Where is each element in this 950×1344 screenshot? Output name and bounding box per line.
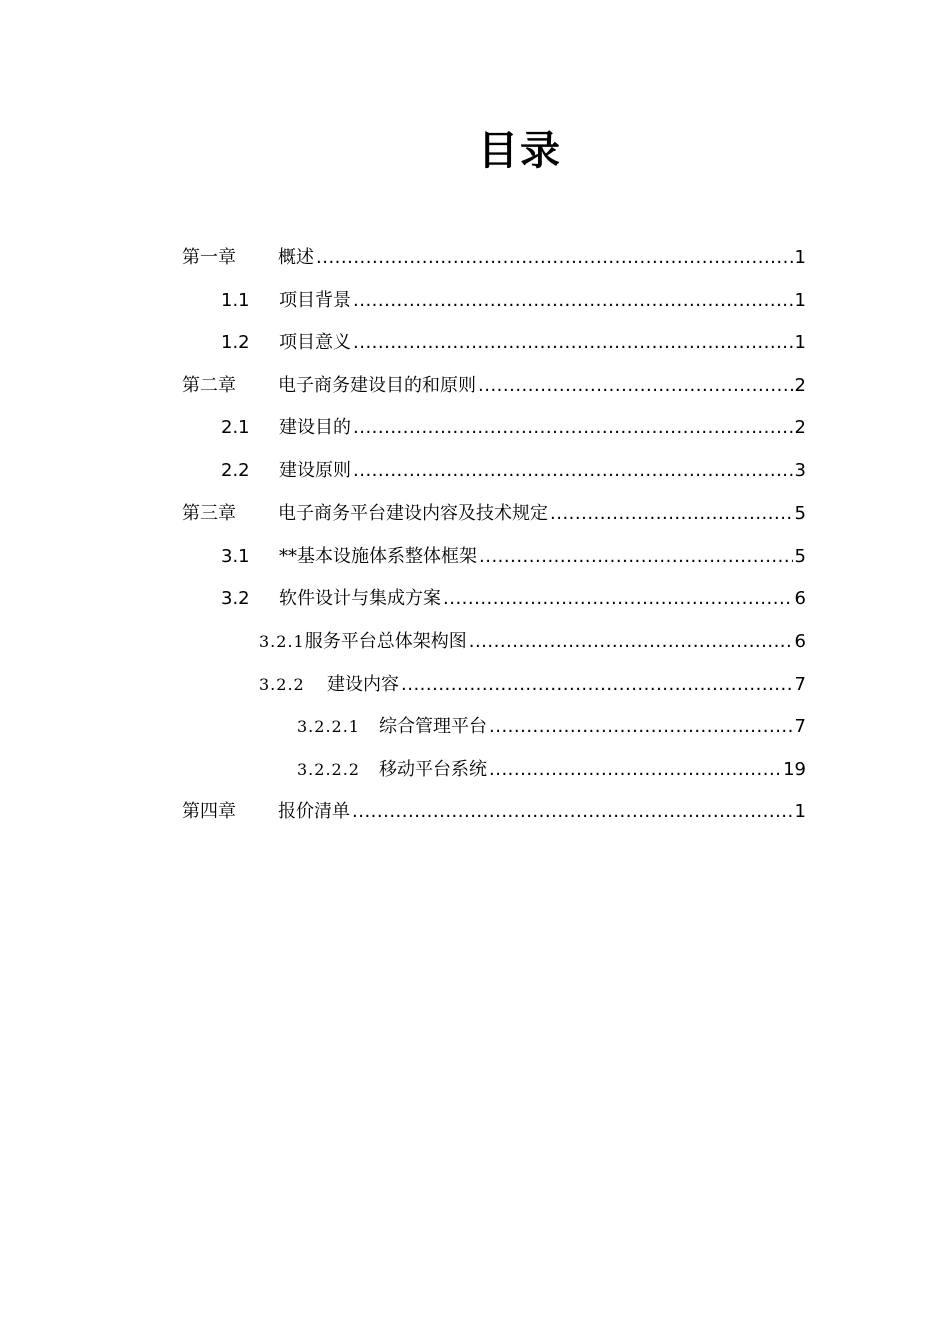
toc-entry-page: 1 bbox=[794, 332, 806, 353]
toc-entry-text: 软件设计与集成方案 bbox=[279, 588, 441, 609]
toc-entry-number: 3.2.2.1 bbox=[297, 717, 360, 736]
toc-entry-number: 3.2.2 bbox=[259, 675, 305, 694]
dot-leader bbox=[401, 674, 793, 695]
toc-entry-page: 7 bbox=[794, 674, 806, 695]
toc-entry-page: 1 bbox=[794, 247, 806, 268]
toc-entry-page: 7 bbox=[794, 716, 806, 737]
dot-leader bbox=[353, 417, 793, 438]
dot-leader bbox=[489, 759, 781, 780]
toc-entry-text: 报价清单 bbox=[278, 801, 350, 822]
toc-entry-page: 2 bbox=[794, 375, 806, 396]
toc-entry-text: 综合管理平台 bbox=[379, 716, 487, 737]
toc-entry-page: 1 bbox=[794, 290, 806, 311]
toc-entry-text: 项目背景 bbox=[279, 290, 351, 311]
toc-entry-section-3-2-2-2[interactable] bbox=[297, 755, 806, 787]
toc-entry-section-3-2-2-1[interactable] bbox=[297, 712, 806, 744]
toc-entry-page: 5 bbox=[794, 546, 806, 567]
toc-entry-number: 第四章 bbox=[182, 801, 236, 822]
toc-entry-text: 电子商务建设目的和原则 bbox=[278, 375, 476, 396]
dot-leader bbox=[316, 247, 793, 268]
toc-entry-text: 概述 bbox=[278, 247, 314, 268]
toc-entry-page: 19 bbox=[783, 759, 806, 780]
dot-leader bbox=[550, 503, 793, 524]
toc-entry-section-3-2[interactable] bbox=[221, 584, 806, 616]
dot-leader bbox=[353, 460, 793, 481]
toc-entry-page: 6 bbox=[794, 631, 806, 652]
toc-entry-number: 第一章 bbox=[182, 247, 236, 268]
toc-entry-text: 移动平台系统 bbox=[379, 759, 487, 780]
toc-entry-section-3-2-2[interactable] bbox=[259, 670, 806, 702]
toc-entry-number: 第三章 bbox=[182, 503, 236, 524]
toc-entry-chapter-4[interactable] bbox=[182, 797, 806, 829]
toc-entry-section-1-2[interactable] bbox=[221, 328, 806, 360]
toc-entry-page: 6 bbox=[794, 588, 806, 609]
dot-leader bbox=[353, 332, 793, 353]
toc-entry-number: 3.2.2.2 bbox=[297, 760, 360, 779]
toc-entry-chapter-1[interactable] bbox=[182, 243, 806, 275]
dot-leader bbox=[353, 290, 793, 311]
toc-entry-text: 项目意义 bbox=[279, 332, 351, 353]
dot-leader bbox=[479, 546, 793, 567]
toc-entry-number: 3.1 bbox=[221, 546, 250, 567]
toc-entry-number: 第二章 bbox=[182, 375, 236, 396]
toc-entry-page: 3 bbox=[794, 460, 806, 481]
dot-leader bbox=[469, 631, 793, 652]
toc-entry-text: 服务平台总体架构图 bbox=[304, 631, 467, 652]
toc-entry-page: 2 bbox=[794, 417, 806, 438]
toc-entry-text: 电子商务平台建设内容及技术规定 bbox=[278, 503, 548, 524]
toc-entry-page: 5 bbox=[794, 503, 806, 524]
toc-entry-section-1-1[interactable] bbox=[221, 286, 806, 318]
toc-entry-section-2-1[interactable] bbox=[221, 413, 806, 445]
toc-entry-chapter-2[interactable] bbox=[182, 371, 806, 403]
toc-entry-text: **基本设施体系整体框架 bbox=[279, 546, 477, 567]
toc-entry-number: 1.1 bbox=[221, 290, 250, 311]
toc-entry-section-3-1[interactable] bbox=[221, 542, 806, 574]
toc-entry-text: 建设原则 bbox=[279, 460, 351, 481]
toc-entry-text: 建设目的 bbox=[279, 417, 351, 438]
toc-entry-number: 2.2 bbox=[221, 460, 250, 481]
toc-entry-section-2-2[interactable] bbox=[221, 456, 806, 488]
dot-leader bbox=[443, 588, 793, 609]
toc-entry-section-3-2-1[interactable] bbox=[259, 627, 806, 659]
toc-entry-number: 3.2.1 bbox=[259, 632, 305, 651]
toc-entry-page: 1 bbox=[794, 801, 806, 822]
toc-entry-chapter-3[interactable] bbox=[182, 499, 806, 531]
toc-entry-number: 2.1 bbox=[221, 417, 250, 438]
toc-title: 目录 bbox=[478, 128, 562, 174]
dot-leader bbox=[478, 375, 793, 396]
toc-entry-number: 1.2 bbox=[221, 332, 250, 353]
toc-entry-number: 3.2 bbox=[221, 588, 250, 609]
dot-leader bbox=[489, 716, 793, 737]
dot-leader bbox=[352, 801, 793, 822]
toc-entry-text: 建设内容 bbox=[327, 674, 399, 695]
